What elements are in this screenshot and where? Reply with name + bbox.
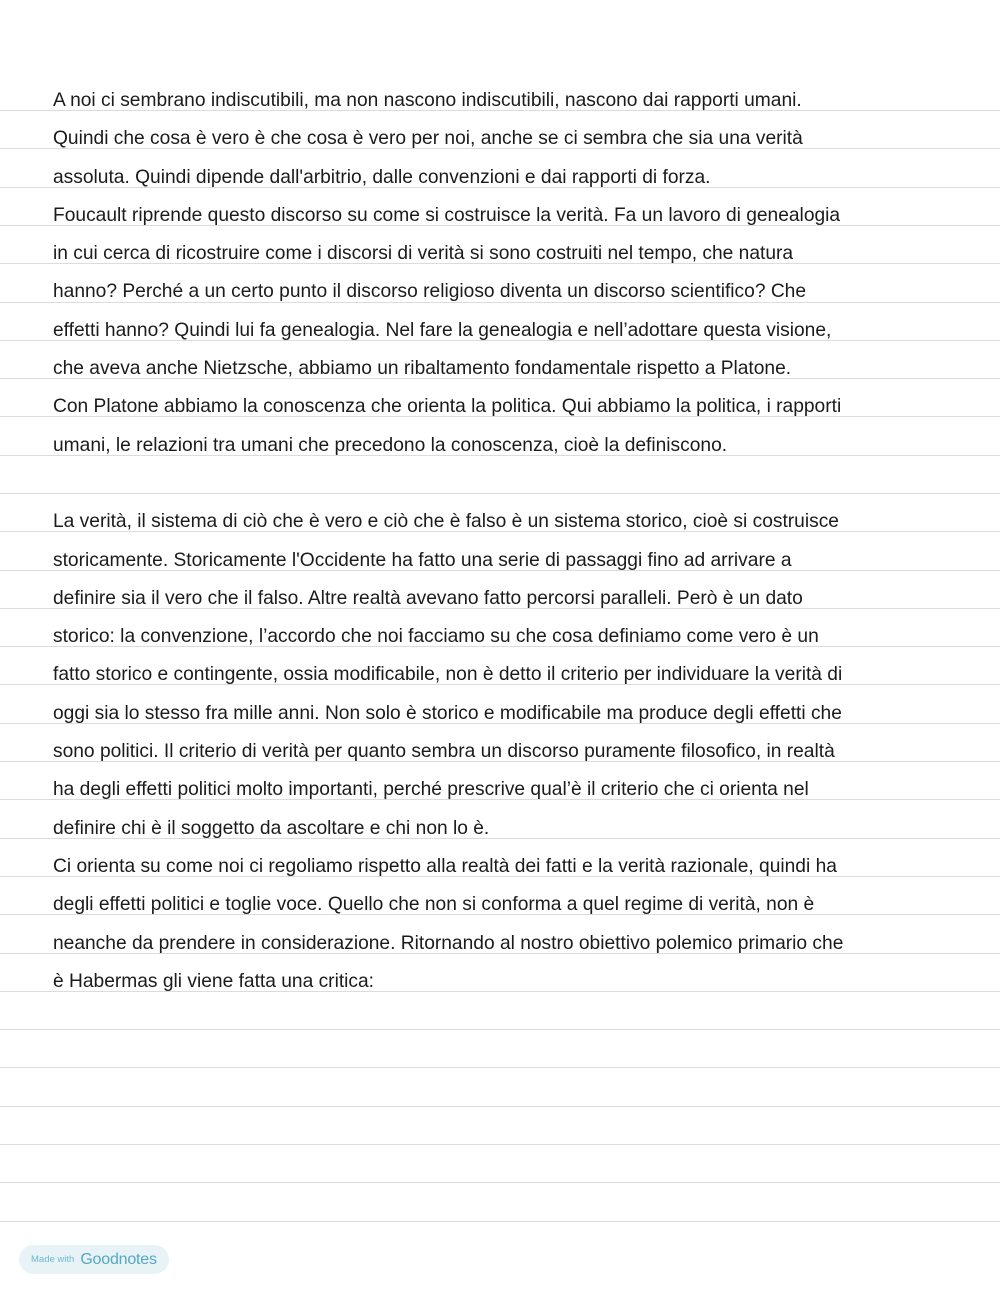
text-line: Foucault riprende questo discorso su come si costruisce la verità. Fa un lavoro di genealogia bbox=[53, 204, 841, 226]
ruled-line bbox=[0, 1144, 1000, 1145]
text-line: sono politici. Il criterio di verità per quanto sembra un discorso puramente filosofico, in realtà bbox=[53, 741, 835, 763]
text-line: Quindi che cosa è vero è che cosa è vero per noi, anche se ci sembra che sia una verità bbox=[53, 128, 803, 150]
ruled-line bbox=[0, 1221, 1000, 1222]
ruled-line bbox=[0, 1029, 1000, 1030]
text-line: La verità, il sistema di ciò che è vero e ciò che è falso è un sistema storico, cioè si costruisce bbox=[53, 511, 839, 533]
badge-prefix: Made with bbox=[31, 1254, 75, 1265]
text-line: effetti hanno? Quindi lui fa genealogia. Nel fare la genealogia e nell’adottare questa visione, bbox=[53, 319, 832, 341]
text-line: che aveva anche Nietzsche, abbiamo un ribaltamento fondamentale rispetto a Platone. bbox=[53, 358, 792, 380]
ruled-line bbox=[0, 1182, 1000, 1183]
goodnotes-badge[interactable] bbox=[19, 1245, 169, 1274]
ruled-line bbox=[0, 1067, 1000, 1068]
text-line: Ci orienta su come noi ci regoliamo rispetto alla realtà dei fatti e la verità razionale, quindi ha bbox=[53, 855, 837, 877]
note-text bbox=[53, 82, 953, 1001]
text-line: assoluta. Quindi dipende dall'arbitrio, dalle convenzioni e dai rapporti di forza. bbox=[53, 166, 711, 188]
text-line: hanno? Perché a un certo punto il discorso religioso diventa un discorso scientifico? Che bbox=[53, 281, 807, 303]
text-line: in cui cerca di ricostruire come i discorsi di verità si sono costruiti nel tempo, che natura bbox=[53, 243, 794, 265]
text-line: Con Platone abbiamo la conoscenza che orienta la politica. Qui abbiamo la politica, i rapporti bbox=[53, 396, 842, 418]
ruled-line bbox=[0, 1106, 1000, 1107]
text-line: oggi sia lo stesso fra mille anni. Non solo è storico e modificabile ma produce degli effetti che bbox=[53, 702, 842, 724]
text-line: storico: la convenzione, l’accordo che noi facciamo su che cosa definiamo come vero è un bbox=[53, 626, 819, 648]
text-line: definire chi è il soggetto da ascoltare e chi non lo è. bbox=[53, 817, 490, 839]
text-line: A noi ci sembrano indiscutibili, ma non nascono indiscutibili, nascono dai rapporti umani. bbox=[53, 90, 802, 111]
blank-line bbox=[53, 465, 953, 503]
text-line: neanche da prendere in considerazione. Ritornando al nostro obiettivo polemico primario che bbox=[53, 932, 844, 954]
text-line: umani, le relazioni tra umani che precedono la conoscenza, cioè la definiscono. bbox=[53, 434, 728, 456]
text-line: fatto storico e contingente, ossia modificabile, non è detto il criterio per individuare la verità di bbox=[53, 664, 843, 686]
goodnotes-logo: Goodnotes bbox=[80, 1250, 157, 1268]
text-line: ha degli effetti politici molto importanti, perché prescrive qual’è il criterio che ci orienta nel bbox=[53, 779, 809, 801]
text-line: storicamente. Storicamente l'Occidente ha fatto una serie di passaggi fino ad arrivare a bbox=[53, 549, 792, 571]
text-line: degli effetti politici e toglie voce. Quello che non si conforma a quel regime di verità, non è bbox=[53, 894, 815, 916]
text-line: è Habermas gli viene fatta una critica: bbox=[53, 970, 375, 992]
text-line: definire sia il vero che il falso. Altre realtà avevano fatto percorsi paralleli. Però è un dato bbox=[53, 587, 803, 609]
